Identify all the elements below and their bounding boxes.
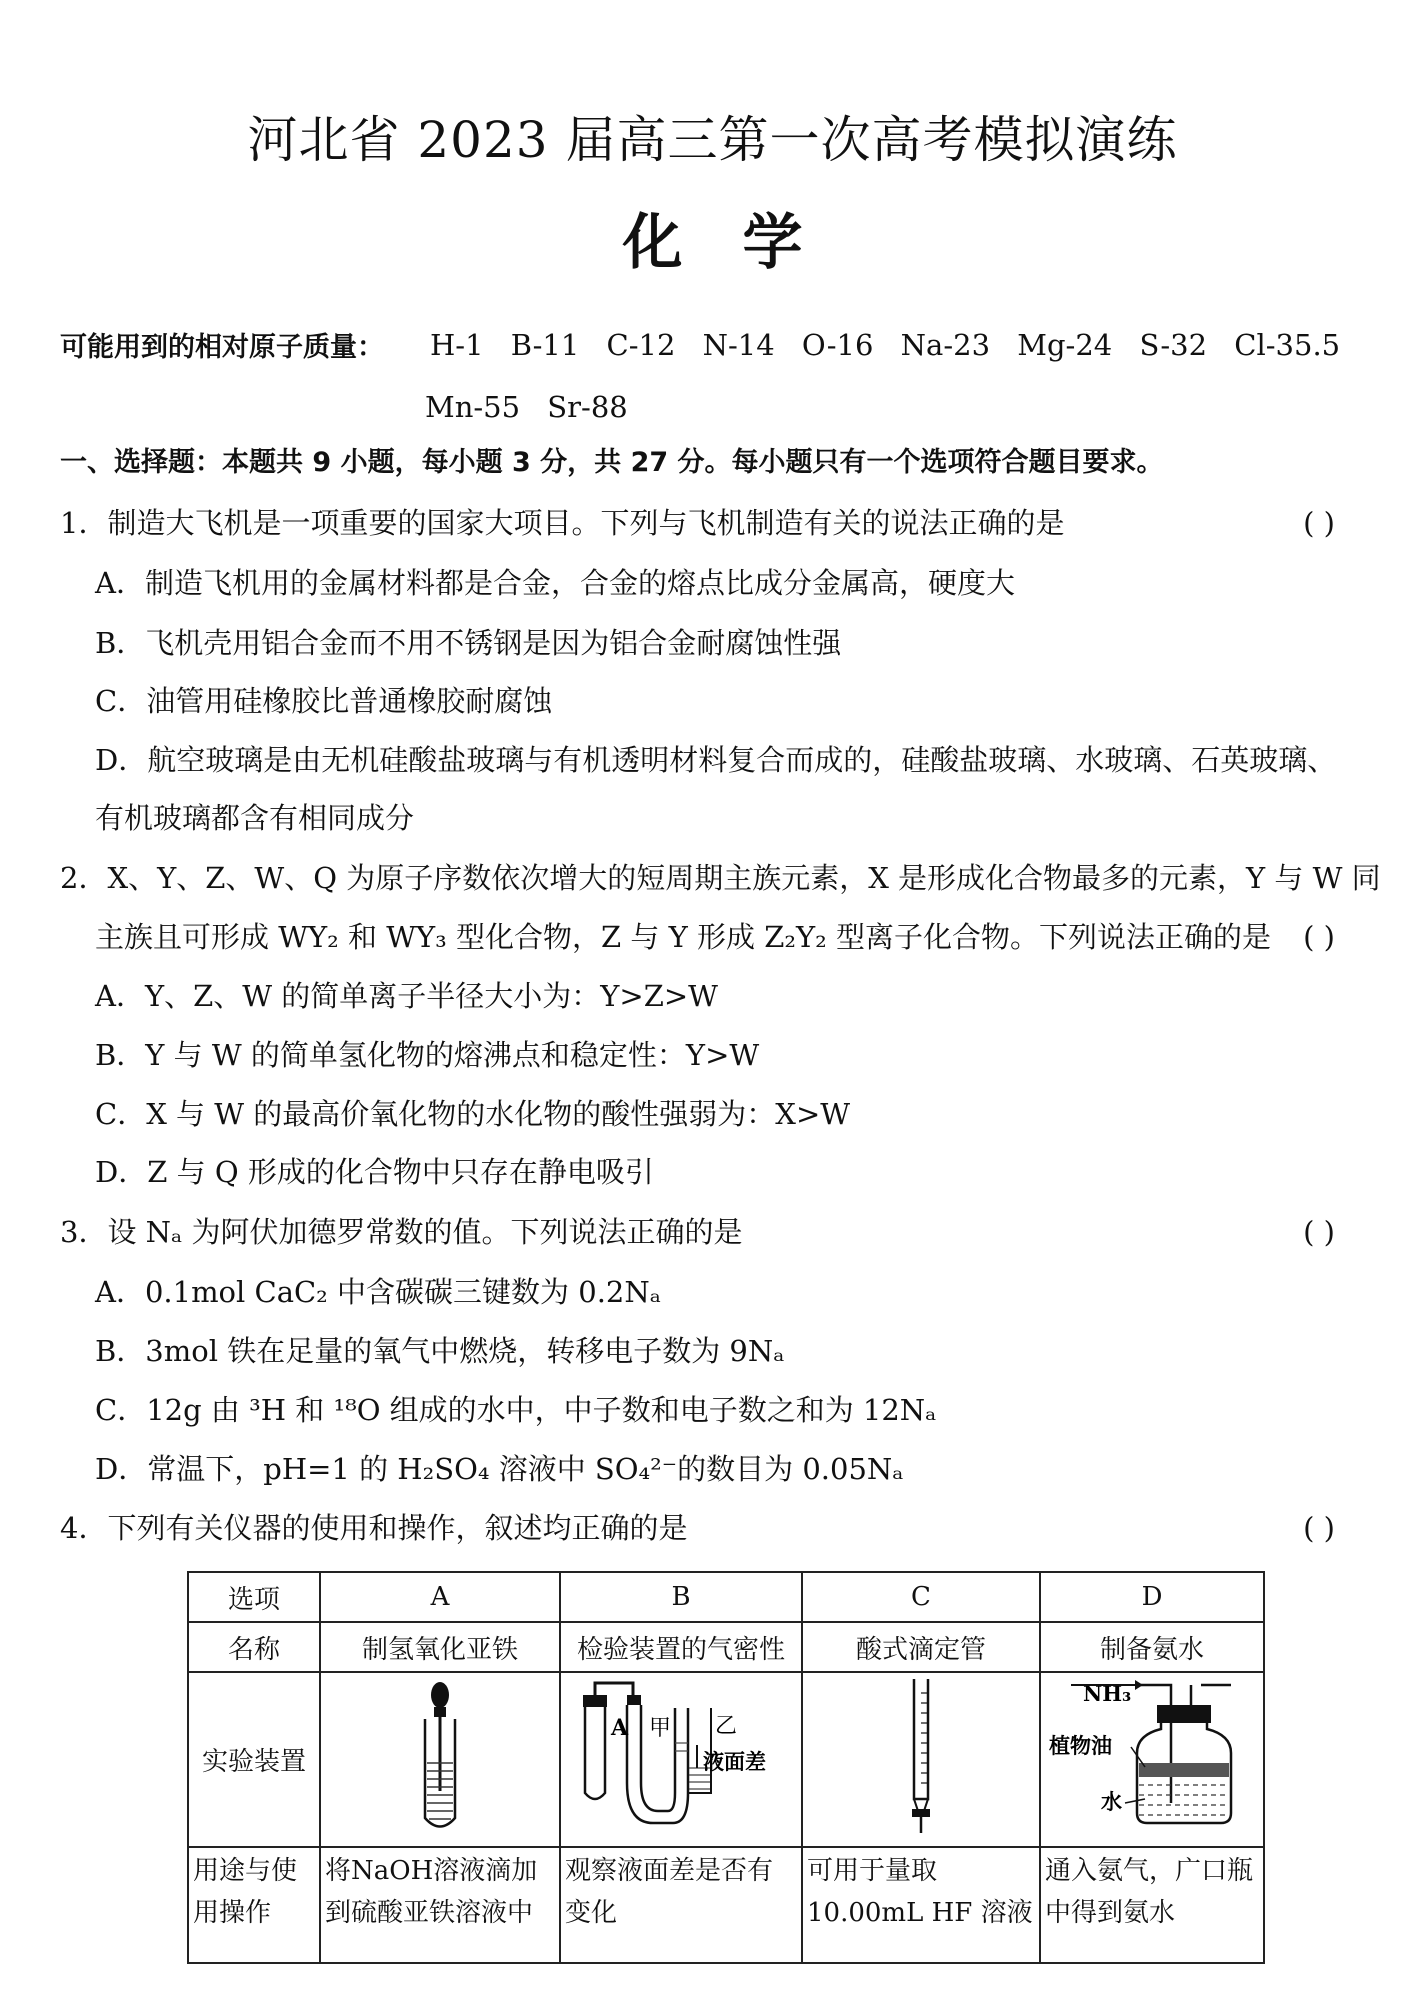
q3-option-a: A．0.1mol CaC₂ 中含碳碳三键数为 0.2Nₐ <box>95 1275 661 1309</box>
row-label-option: 选项 <box>188 1572 320 1622</box>
usage-b: 观察液面差是否有变化 <box>560 1847 802 1963</box>
option-d-header: D <box>1040 1572 1264 1622</box>
q2-answer-paren: ( ) <box>1303 920 1335 954</box>
airtightness-u-tube-figure <box>563 1673 799 1839</box>
apparatus-a <box>320 1672 560 1847</box>
q2-option-d: D．Z 与 Q 形成的化合物中只存在静电吸引 <box>95 1155 654 1189</box>
q1-option-d-cont: 有机玻璃都含有相同成分 <box>95 801 415 835</box>
q2-option-c: C．X 与 W 的最高价氧化物的水化物的酸性强弱为：X>W <box>95 1097 851 1131</box>
q3-option-b: B．3mol 铁在足量的氧气中燃烧，转移电子数为 9Nₐ <box>95 1334 785 1368</box>
q1-stem: 1．制造大飞机是一项重要的国家大项目。下列与飞机制造有关的说法正确的是 <box>60 506 1065 540</box>
apparatus-b <box>560 1672 802 1847</box>
q1-option-d: D．航空玻璃是由无机硅酸盐玻璃与有机透明材料复合而成的，硅酸盐玻璃、水玻璃、石英玻璃、 <box>95 743 1337 777</box>
name-d: 制备氨水 <box>1040 1622 1264 1672</box>
row-label-usage: 用途与使用操作 <box>188 1847 320 1963</box>
label-yi: 乙 <box>715 1714 738 1739</box>
label-water: 水 <box>1101 1789 1122 1814</box>
exam-title: 河北省 2023 届高三第一次高考模拟演练 <box>247 111 1178 169</box>
q1-option-c: C．油管用硅橡胶比普通橡胶耐腐蚀 <box>95 684 553 718</box>
section-1-heading: 一、选择题：本题共 9 小题，每小题 3 分，共 27 分。每小题只有一个选项符合题目要求。 <box>60 447 1164 478</box>
label-a: A <box>611 1715 629 1741</box>
table-row-options <box>188 1572 1264 1622</box>
q1-option-a: A．制造飞机用的金属材料都是合金，合金的熔点比成分金属高，硬度大 <box>95 566 1015 600</box>
table-row-names <box>188 1622 1264 1672</box>
apparatus-c <box>802 1672 1040 1847</box>
atomic-mass-row2: Mn-55 Sr-88 <box>425 390 628 424</box>
q3-answer-paren: ( ) <box>1303 1215 1335 1249</box>
label-nh3: NH₃ <box>1083 1681 1132 1706</box>
q4-stem: 4．下列有关仪器的使用和操作，叙述均正确的是 <box>60 1511 688 1545</box>
table-row-apparatus <box>188 1672 1264 1847</box>
row-label-name: 名称 <box>188 1622 320 1672</box>
row-label-apparatus: 实验装置 <box>188 1672 320 1847</box>
option-b-header: B <box>560 1572 802 1622</box>
label-oil: 植物油 <box>1049 1733 1112 1758</box>
usage-a: 将NaOH溶液滴加到硫酸亚铁溶液中 <box>320 1847 560 1963</box>
option-c-header: C <box>802 1572 1040 1622</box>
atomic-mass-row1: H-1 B-11 C-12 N-14 O-16 Na-23 Mg-24 S-32 Cl-35.5 <box>430 328 1341 362</box>
q1-answer-paren: ( ) <box>1303 506 1335 540</box>
label-jia: 甲 <box>649 1716 672 1741</box>
table-row-usage <box>188 1847 1264 1963</box>
ammonia-bottle-figure <box>1041 1673 1263 1839</box>
name-c: 酸式滴定管 <box>802 1622 1040 1672</box>
q2-option-b: B．Y 与 W 的简单氢化物的熔沸点和稳定性：Y>W <box>95 1038 760 1072</box>
name-a: 制氢氧化亚铁 <box>320 1622 560 1672</box>
name-b: 检验装置的气密性 <box>560 1622 802 1672</box>
q3-stem: 3．设 Nₐ 为阿伏加德罗常数的值。下列说法正确的是 <box>60 1215 743 1249</box>
usage-c: 可用于量取10.00mL HF 溶液 <box>802 1847 1040 1963</box>
q3-option-d: D．常温下，pH=1 的 H₂SO₄ 溶液中 SO₄²⁻的数目为 0.05Nₐ <box>95 1452 904 1486</box>
subject-title: 化学 <box>622 208 863 278</box>
q4-apparatus-table <box>187 1571 1265 1964</box>
label-level-diff: 液面差 <box>703 1749 766 1774</box>
q2-stem-line1: 2．X、Y、Z、W、Q 为原子序数依次增大的短周期主族元素，X 是形成化合物最多的元素，Y 与 W 同 <box>60 861 1381 895</box>
apparatus-d <box>1040 1672 1264 1847</box>
acid-burette-figure <box>806 1673 1036 1839</box>
dropper-test-tube-figure <box>325 1673 555 1839</box>
option-a-header: A <box>320 1572 560 1622</box>
q4-answer-paren: ( ) <box>1303 1511 1335 1545</box>
q1-option-b: B．飞机壳用铝合金而不用不锈钢是因为铝合金耐腐蚀性强 <box>95 626 842 660</box>
q2-option-a: A．Y、Z、W 的简单离子半径大小为：Y>Z>W <box>95 979 718 1013</box>
q3-option-c: C．12g 由 ³H 和 ¹⁸O 组成的水中，中子数和电子数之和为 12Nₐ <box>95 1393 937 1427</box>
q2-stem-line2: 主族且可形成 WY₂ 和 WY₃ 型化合物，Z 与 Y 形成 Z₂Y₂ 型离子化合物。下列说法正确的是 <box>95 920 1271 954</box>
usage-d: 通入氨气，广口瓶中得到氨水 <box>1040 1847 1264 1963</box>
atomic-mass-label: 可能用到的相对原子质量： <box>60 332 384 363</box>
